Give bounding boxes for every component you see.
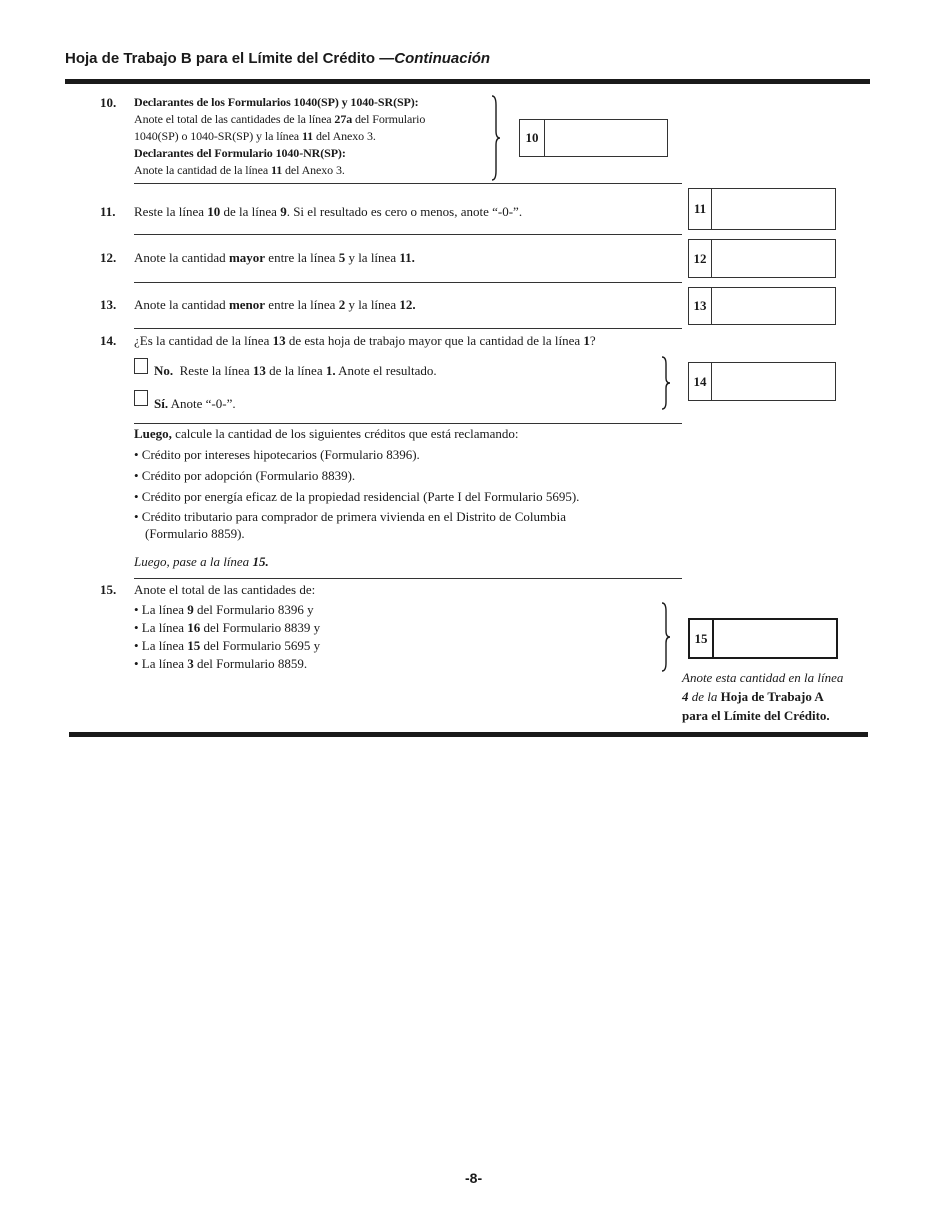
line12-entry-box[interactable]	[688, 239, 836, 278]
line15-note	[682, 668, 843, 725]
credit-item: • Crédito tributario para comprador de primera vivienda en el Distrito de Columbia	[134, 509, 566, 524]
line11-text: Reste la línea 10 de la línea 9. Si el resultado es cero o menos, anote “-0-”.	[134, 204, 523, 219]
line10-brace-icon	[488, 95, 504, 181]
credit-item: • Crédito por adopción (Formulario 8839).	[134, 468, 356, 483]
bottom-rule	[69, 732, 868, 737]
luego-next: Luego, pase a la línea 15.	[134, 554, 269, 569]
line14-number: 14.	[100, 333, 117, 348]
line14-box-label: 14	[689, 363, 712, 400]
line10-box-label: 10	[520, 120, 545, 156]
line13-entry-box[interactable]	[688, 287, 836, 325]
rule-12	[134, 282, 682, 283]
rule-luego	[134, 578, 682, 579]
line15-entry-box[interactable]	[688, 618, 838, 659]
line10-t3: Anote la cantidad de la línea 11 del Anexo 3.	[134, 163, 345, 177]
line13-number: 13.	[100, 297, 117, 312]
line10-number: 10.	[100, 95, 117, 110]
no-checkbox[interactable]	[134, 358, 148, 374]
line15-item: • La línea 16 del Formulario 8839 y	[134, 620, 321, 635]
line14-si-text: Sí. Anote “-0-”.	[154, 396, 236, 411]
credit-list	[134, 446, 579, 542]
line15-list	[134, 601, 320, 673]
line15-item: • La línea 9 del Formulario 8396 y	[134, 602, 314, 617]
note-line2: 4 de la Hoja de Trabajo A	[682, 689, 824, 704]
luego-intro: Luego, calcule la cantidad de los siguientes créditos que está reclamando:	[134, 426, 519, 441]
page-number: -8-	[465, 1170, 483, 1186]
line15-intro: Anote el total de las cantidades de:	[134, 582, 316, 597]
line15-brace-icon	[658, 602, 674, 672]
rule-11	[134, 234, 682, 235]
credit-item-continued: (Formulario 8859).	[145, 526, 245, 541]
line14-question: ¿Es la cantidad de la línea 13 de esta hoja de trabajo mayor que la cantidad de la línea 1?	[134, 333, 596, 348]
line10-bold2: Declarantes del Formulario 1040-NR(SP):	[134, 146, 346, 160]
si-checkbox[interactable]	[134, 390, 148, 406]
line12-text: Anote la cantidad mayor entre la línea 5 y la línea 11.	[134, 250, 415, 265]
title-italic: Continuación	[394, 50, 491, 67]
line12-box-label: 12	[689, 240, 712, 277]
line11-number: 11.	[100, 204, 116, 219]
line12-number: 12.	[100, 250, 117, 265]
rule-14	[134, 423, 682, 424]
line10-text	[134, 94, 425, 179]
line15-item: • La línea 15 del Formulario 5695 y	[134, 638, 321, 653]
line14-no-text: No. Reste la línea 13 de la línea 1. Anote el resultado.	[154, 363, 437, 378]
title-main: Hoja de Trabajo B para el Límite del Crédito —	[65, 50, 395, 67]
line10-bold1: Declarantes de los Formularios 1040(SP) y 1040-SR(SP):	[134, 95, 419, 109]
line15-number: 15.	[100, 582, 117, 597]
line11-entry-box[interactable]	[688, 188, 836, 230]
note-line1: Anote esta cantidad en la línea	[682, 670, 844, 685]
line11-box-label: 11	[689, 189, 712, 229]
credit-item: • Crédito por intereses hipotecarios (Formulario 8396).	[134, 447, 420, 462]
line13-box-label: 13	[689, 288, 712, 324]
line10-t2: 1040(SP) o 1040-SR(SP) y la línea 11 del Anexo 3.	[134, 129, 376, 143]
credit-item: • Crédito por energía eficaz de la propiedad residencial (Parte I del Formulario 5695).	[134, 489, 580, 504]
line15-box-label: 15	[690, 620, 714, 657]
note-line3: para el Límite del Crédito.	[682, 708, 830, 723]
line14-brace-icon	[658, 356, 674, 410]
top-rule	[65, 79, 870, 84]
page-title	[65, 50, 490, 67]
line13-text: Anote la cantidad menor entre la línea 2 y la línea 12.	[134, 297, 416, 312]
rule-10	[134, 183, 682, 184]
rule-13	[134, 328, 682, 329]
line15-item: • La línea 3 del Formulario 8859.	[134, 656, 308, 671]
line10-entry-box[interactable]	[519, 119, 668, 157]
line10-t1: Anote el total de las cantidades de la línea 27a del Formulario	[134, 112, 426, 126]
line14-entry-box[interactable]	[688, 362, 836, 401]
